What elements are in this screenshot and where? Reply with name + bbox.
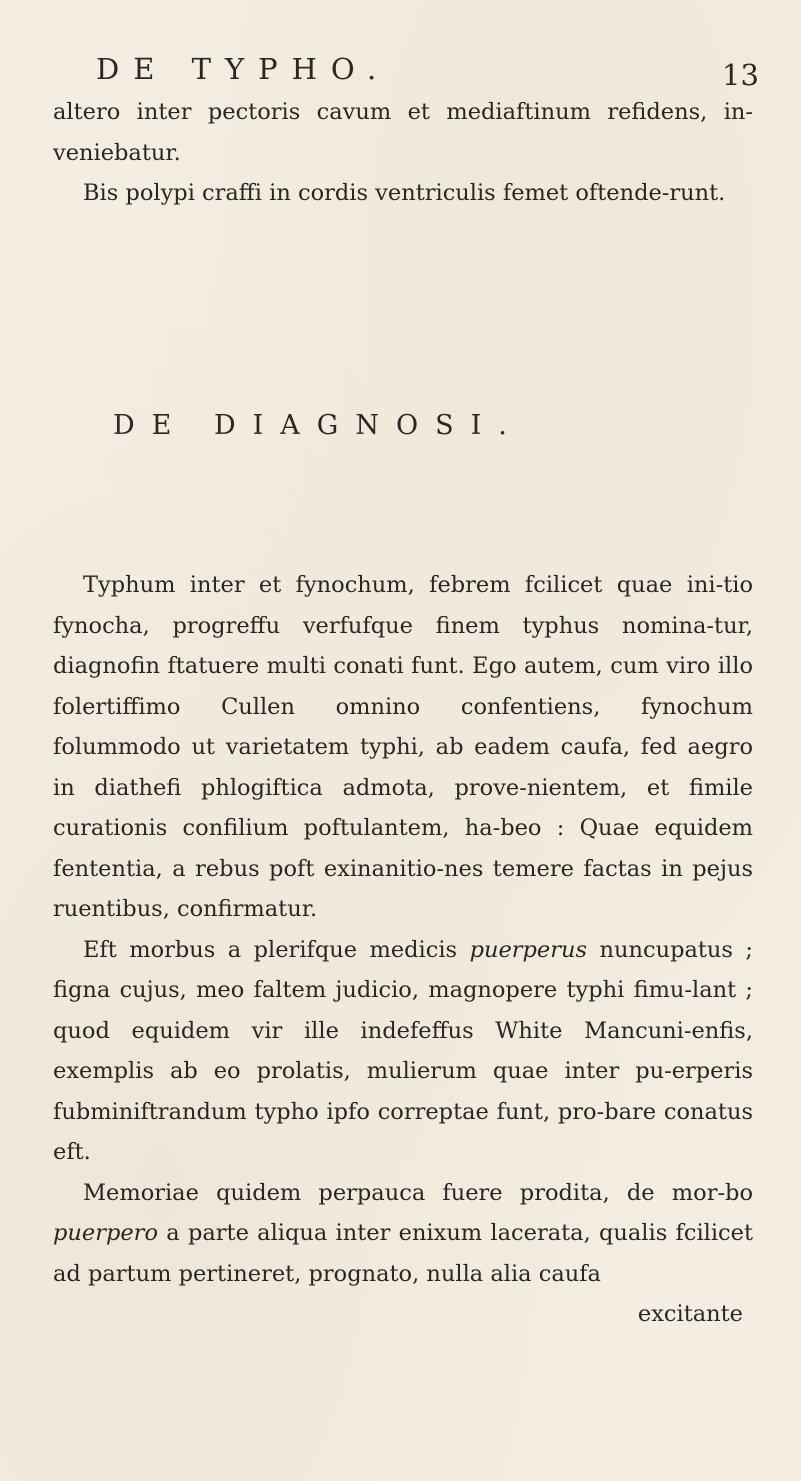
body-paragraph-2-start: Eft morbus a plerifque medicis: [83, 936, 470, 963]
intro-text: [53, 92, 753, 214]
body-text: [53, 565, 753, 1335]
intro-paragraph-2: Bis polypi craffi in cordis ventriculis femet oftende-runt.: [83, 180, 726, 206]
section-heading: DE DIAGNOSI.: [113, 410, 524, 441]
italic-term-puerpero: puerpero: [53, 1220, 158, 1246]
body-paragraph-3: [53, 1173, 753, 1295]
body-paragraph-2-rest: nuncupatus ; figna cujus, meo faltem judicio, magnopere typhi fimu-lant ; quod equidem vir ille indefeffus White Mancuni-enfis, exemplis ab eo prolatis, mulierum quae inter pu-erperis fubminiftrandum typho ipfo correptae funt, pro-bare conatus eft.: [53, 936, 753, 1165]
body-paragraph-3-rest: a parte aliqua inter enixum lacerata, qualis fcilicet ad partum pertineret, prognato, nulla alia caufa: [53, 1220, 753, 1287]
body-paragraph-2: [53, 930, 753, 1173]
catchword: excitante: [637, 1301, 743, 1327]
page-number: 13: [722, 58, 759, 92]
italic-term-puerperus: puerperus: [469, 936, 588, 963]
body-paragraph-1: Typhum inter et fynochum, febrem fcilicet quae ini-tio fynocha, progreffu verfufque finem typhus nomina-tur, diagnofin ftatuere multi conati funt. Ego autem, cum viro illo folertiffimo Cullen omnino confentiens, fynochum folummodo ut varietatem typhi, ab eadem caufa, fed aegro in diathefi phlogiftica admota, prove-nientem, et fimile curationis confilium poftulantem, ha-beo : Quae equidem fententia, a rebus poft exinanitio-nes temere factas in pejus ruentibus, confirmatur.: [53, 572, 753, 922]
running-head: DE TYPHO.: [96, 52, 391, 86]
body-paragraph-3-start: Memoriae quidem perpauca fuere prodita, de mor-bo: [83, 1179, 753, 1206]
intro-paragraph-1: altero inter pectoris cavum et mediaftinum refidens, in-veniebatur.: [53, 99, 753, 166]
